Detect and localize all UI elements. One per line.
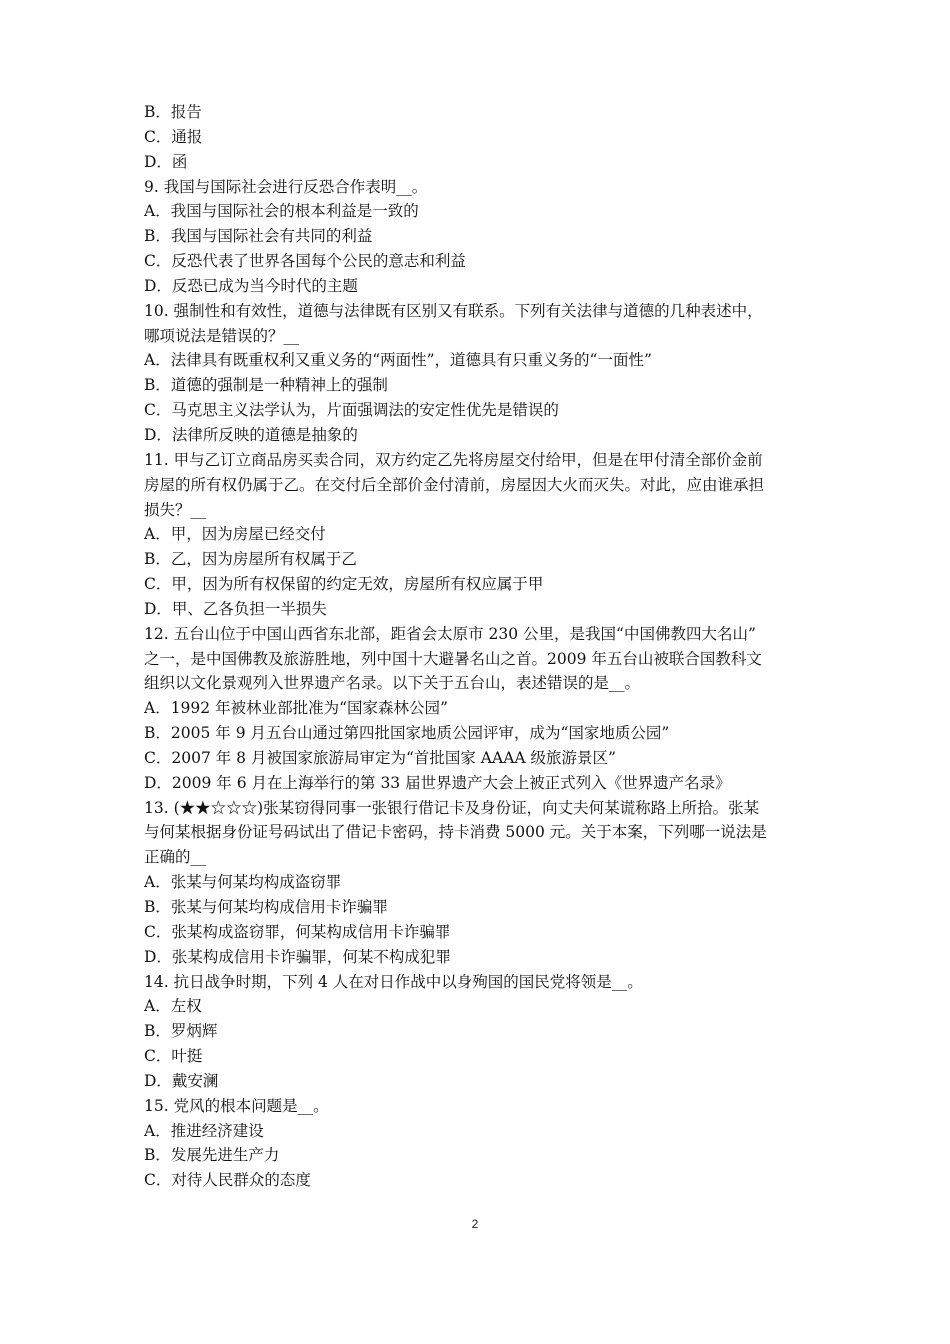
text-line: B．张某与何某均构成信用卡诈骗罪 xyxy=(144,898,388,916)
text-line: 哪项说法是错误的？__ xyxy=(144,326,300,345)
page-number: 2 xyxy=(471,1217,479,1231)
text-line: 9. 我国与国际社会进行反恐合作表明__。 xyxy=(144,177,428,196)
text-line: B．发展先进生产力 xyxy=(144,1146,280,1165)
text-line: D．张某构成信用卡诈骗罪，何某不构成犯罪 xyxy=(144,947,451,966)
text-line: C．张某构成盗窃罪，何某构成信用卡诈骗罪 xyxy=(144,922,451,941)
text-line: A．我国与国际社会的根本利益是一致的 xyxy=(144,202,419,221)
text-line: C．2007 年 8 月被国家旅游局审定为“首批国家 AAAA 级旅游景区” xyxy=(144,748,616,767)
text-line: D．法律所反映的道德是抽象的 xyxy=(144,425,358,444)
text-line: B．2005 年 9 月五台山通过第四批国家地质公园评审，成为“国家地质公园” xyxy=(144,724,670,743)
text-line: 正确的__ xyxy=(144,848,207,867)
text-line: B．我国与国际社会有共同的利益 xyxy=(144,227,373,246)
text-line: 之一，是中国佛教及旅游胜地，列中国十大避暑名山之首。2009 年五台山被联合国教科文 xyxy=(144,649,762,668)
text-line: B．罗炳辉 xyxy=(144,1022,218,1041)
text-line: 与何某根据身份证号码试出了借记卡密码，持卡消费 5000 元。关于本案，下列哪一说法是 xyxy=(144,823,767,842)
text-line: C．马克思主义法学认为，片面强调法的安定性优先是错误的 xyxy=(144,401,559,420)
text-line: A．推进经济建设 xyxy=(144,1121,264,1140)
question-text-block xyxy=(144,100,816,1193)
text-line: 11. 甲与乙订立商品房买卖合同，双方约定乙先将房屋交付给甲，但是在甲付清全部价金前 xyxy=(144,450,763,469)
text-line: A．法律具有既重权利又重义务的“两面性”，道德具有只重义务的“一面性” xyxy=(144,351,652,370)
text-line: 15. 党风的根本问题是__。 xyxy=(144,1096,329,1115)
text-line: 13. (★★☆☆☆)张某窃得同事一张银行借记卡及身份证，向丈夫何某谎称路上所拾。张某 xyxy=(144,798,760,817)
text-line: D．2009 年 6 月在上海举行的第 33 届世界遗产大会上被正式列入《世界遗产名录》 xyxy=(144,773,731,792)
text-line: C．反恐代表了世界各国每个公民的意志和利益 xyxy=(144,252,466,271)
text-line: 损失？__ xyxy=(144,500,207,519)
text-line: C．甲，因为所有权保留的约定无效，房屋所有权应属于甲 xyxy=(144,575,544,594)
text-line: B．乙，因为房屋所有权属于乙 xyxy=(144,550,357,569)
text-line: D．甲、乙各负担一半损失 xyxy=(144,599,327,618)
text-line: 14. 抗日战争时期，下列 4 人在对日作战中以身殉国的国民党将领是__。 xyxy=(144,972,643,991)
text-line: 10. 强制性和有效性，道德与法律既有区别又有联系。下列有关法律与道德的几种表述中， xyxy=(144,301,763,320)
text-line: A．1992 年被林业部批准为“国家森林公园” xyxy=(144,699,448,718)
text-line: C．叶挺 xyxy=(144,1047,203,1066)
text-line: D．函 xyxy=(144,152,188,171)
text-line: A．左权 xyxy=(144,997,202,1016)
text-line: B．报告 xyxy=(144,103,202,121)
text-line: D．反恐已成为当今时代的主题 xyxy=(144,276,358,295)
text-line: C．对待人民群众的态度 xyxy=(144,1171,311,1190)
text-line: 房屋的所有权仍属于乙。在交付后全部价金付清前，房屋因大火而灭失。对此，应由谁承担 xyxy=(144,475,765,494)
text-line: 12. 五台山位于中国山西省东北部，距省会太原市 230 公里，是我国“中国佛教四大名山” xyxy=(144,624,756,643)
text-line: D．戴安澜 xyxy=(144,1071,219,1090)
text-line: B．道德的强制是一种精神上的强制 xyxy=(144,376,388,395)
text-line: A．张某与何某均构成盗窃罪 xyxy=(144,873,342,892)
text-line: 组织以文化景观列入世界遗产名录。以下关于五台山，表述错误的是__。 xyxy=(144,674,641,693)
text-line: A．甲，因为房屋已经交付 xyxy=(144,525,326,544)
text-line: C．通报 xyxy=(144,127,203,146)
